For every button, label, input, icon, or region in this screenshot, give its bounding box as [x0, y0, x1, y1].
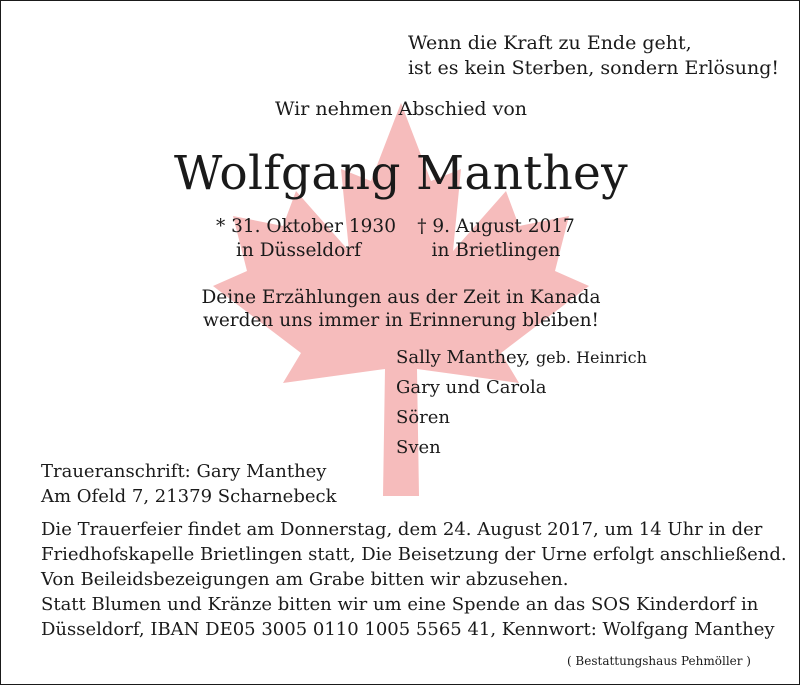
quote-line-2: ist es kein Sterben, sondern Erlösung!: [407, 57, 779, 79]
mourner-item: [396, 403, 647, 433]
birth-info: [216, 215, 396, 263]
service-details: [41, 517, 787, 642]
mourning-address: [41, 459, 337, 509]
birth-place: in Düsseldorf: [236, 240, 361, 261]
death-date: † 9. August 2017: [417, 216, 575, 237]
birth-date: * 31. Oktober 1930: [216, 216, 396, 237]
death-place: in Brietlingen: [431, 240, 561, 261]
mourner-item: [396, 343, 647, 373]
memory-line-1: Deine Erzählungen aus der Zeit in Kanada: [201, 287, 601, 308]
address-line-1: Traueranschrift: Gary Manthey: [41, 461, 327, 482]
mourners-list: [396, 343, 647, 463]
service-line-1: Die Trauerfeier findet am Donnerstag, dem 24. August 2017, um 14 Uhr in der: [41, 519, 763, 540]
mourner-item: [396, 373, 647, 403]
mourner-name: Sven: [396, 437, 441, 458]
mourner-note: geb. Heinrich: [535, 348, 647, 367]
memory-text: [1, 286, 800, 332]
address-line-2: Am Ofeld 7, 21379 Scharnebeck: [41, 486, 337, 507]
mourner-name: Sören: [396, 407, 451, 428]
death-info: [411, 215, 581, 263]
service-line-2: Friedhofskapelle Brietlingen statt, Die Beisetzung der Urne erfolgt anschließend.: [41, 544, 787, 565]
mourner-name: Gary und Carola: [396, 377, 547, 398]
service-line-3: Von Beileidsbezeigungen am Grabe bitten wir abzusehen.: [41, 569, 569, 590]
quote-line-1: Wenn die Kraft zu Ende geht,: [407, 32, 692, 54]
deceased-name: Wolfgang Manthey: [174, 146, 628, 201]
mourner-item: [396, 433, 647, 463]
mourner-name: Sally Manthey,: [396, 347, 531, 368]
opening-quote: [408, 31, 779, 81]
service-line-5: Düsseldorf, IBAN DE05 3005 0110 1005 5565 41, Kennwort: Wolfgang Manthey: [41, 619, 775, 640]
service-line-4: Statt Blumen und Kränze bitten wir um eine Spende an das SOS Kinderdorf in: [41, 594, 759, 615]
intro-text: Wir nehmen Abschied von: [274, 98, 528, 120]
memory-line-2: werden uns immer in Erinnerung bleiben!: [202, 310, 599, 331]
undertaker-credit: ( Bestattungshaus Pehmöller ): [566, 654, 751, 668]
